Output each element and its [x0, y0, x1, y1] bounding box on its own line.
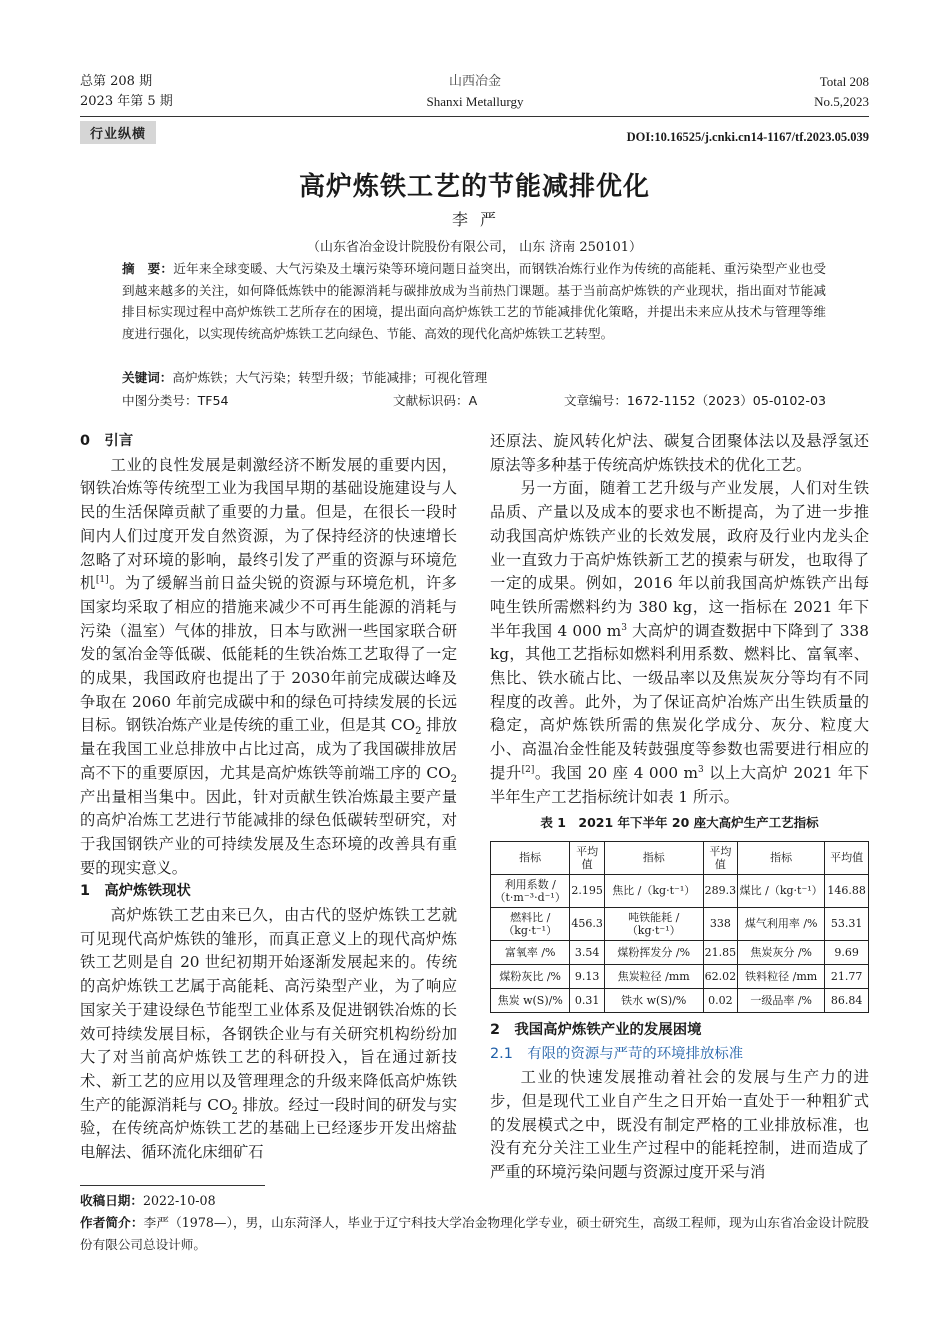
table-header: 平均值: [825, 841, 869, 874]
table-cell: 338: [703, 907, 738, 940]
table-cell: 利用系数 /（t·m⁻³·d⁻¹）: [491, 874, 570, 907]
table-header: 平均值: [703, 841, 738, 874]
keywords: [122, 367, 826, 386]
footnote-rule: [80, 1185, 265, 1186]
abstract: [122, 258, 826, 344]
doi: DOI:10.16525/j.cnki.cn14-1167/tf.2023.05.039: [626, 130, 869, 144]
header-journal: [375, 72, 575, 112]
header-total-issue: 总第 208 期: [80, 74, 153, 89]
table-row: [491, 940, 869, 964]
received-date: 收稿日期：2022-10-08: [80, 1193, 216, 1208]
header-rule: [80, 116, 869, 117]
table-cell: 燃料比 /（kg·t⁻¹）: [491, 907, 570, 940]
intro-paragraph: 工业的良性发展是刺激经济不断发展的重要内因，钢铁冶炼等传统型工业为我国早期的基础设施建设与人民的生活保障贡献了重要的力量。但是，在很长一段时间内人们过度开发自然资源，为了保持经济的快速增长忽略了对环境的影响，最终引发了严重的资源与环境危机[1]。为了缓解当前日益尖锐的资源与环境危机，许多国家均采取了相应的措施来减少不可再生能源的消耗与污染（温室）气体的排放，日本与欧洲一些国家联合研发的氢冶金等低碳、低能耗的生铁冶炼工艺取得了一定的成果，我国政府也提出了于 2030年前完成碳达峰及争取在 2060 年前完成碳中和的绿色可持续发展的长远目标。钢铁冶炼产业是传统的重工业，但是其 $CO_2$ 排放量在我国工业总排放中占比过高，成为了我国碳排放居高不下的重要原因，尤其是高炉炼铁等前端工序的 $CO_2$ 产出量相当集中。因此，针对贡献生铁冶炼最主要产量的高炉冶炼工艺进行节能减排的绿色低碳转型研究，对于我国钢铁产业的可持续发展及生态环境的改善具有重要的现实意义。: [80, 455, 457, 877]
header-year-issue: 2023 年第 5 期: [80, 94, 173, 109]
table-cell: 铁料粒径 /mm: [738, 964, 825, 988]
table-1-caption: 表 1 2021 年下半年 20 座大高炉生产工艺指标: [540, 815, 819, 831]
abstract-text: 近年来全球变暖、大气污染及土壤污染等环境问题日益突出，而钢铁冶炼行业作为传统的高能耗、重污染型产业也受到越来越多的关注，如何降低炼铁中的能源消耗与碳排放成为当前热门课题。基于当前高炉炼铁的产业现状，指出面对节能减排目标实现过程中高炉炼铁工艺所存在的困境，提出面向高炉炼铁工艺的节能减排优化策略，并提出未来应从技术与管理等维度进行强化，以实现传统高炉炼铁工艺向绿色、节能、高效的现代化高炉炼铁工艺转型。: [122, 261, 827, 341]
table-cell: 3.54: [570, 940, 605, 964]
table-cell: 富氧率 /%: [491, 940, 570, 964]
journal-name-en: Shanxi Metallurgy: [426, 94, 524, 109]
header-issue-right: [814, 72, 869, 112]
section-0-heading: 0 引言: [80, 433, 134, 449]
header-issue-left: [80, 72, 173, 112]
article-number: 文章编号：1672-1152（2023）05-0102-03: [563, 393, 826, 408]
table-cell: 9.69: [825, 940, 869, 964]
keywords-label: 关键词：: [122, 370, 173, 385]
table-cell: 62.02: [703, 964, 738, 988]
table-row: [491, 907, 869, 940]
affiliation: （山东省冶金设计院股份有限公司， 山东 济南 250101）: [306, 240, 643, 255]
citation-2[interactable]: [2]: [521, 764, 535, 775]
table-cell: 456.3: [570, 907, 605, 940]
table-cell: 146.88: [825, 874, 869, 907]
author-bio: 作者简介：李严（1978—），男，山东菏泽人，毕业于辽宁科技大学冶金物理化学专业，硕士研究生，高级工程师，现为山东省冶金设计院股份有限公司总设计师。: [80, 1215, 869, 1252]
classification-line: [122, 390, 826, 410]
section-1-heading: 1 高炉炼铁现状: [80, 883, 191, 900]
table-cell: 0.31: [570, 988, 605, 1012]
document-code: 文献标识码：A: [393, 393, 478, 408]
header-number-en: No.5,2023: [814, 94, 869, 109]
section-tag: 行业纵横: [80, 121, 156, 144]
table-header: 指标: [491, 841, 570, 874]
table-cell: 21.77: [825, 964, 869, 988]
table-cell: 53.31: [825, 907, 869, 940]
table-cell: 铁水 w(S)/%: [604, 988, 703, 1012]
table-header-row: [491, 841, 869, 874]
table-1: [490, 841, 869, 1013]
table-cell: 吨铁能耗 /（kg·t⁻¹）: [604, 907, 703, 940]
table-cell: 289.3: [703, 874, 738, 907]
table-cell: 86.84: [825, 988, 869, 1012]
table-row: [491, 874, 869, 907]
table-cell: 0.02: [703, 988, 738, 1012]
abstract-label: 摘 要：: [122, 261, 174, 276]
left-column: [80, 430, 457, 1165]
section-2-1-paragraph: 工业的快速发展推动着社会的发展与生产力的进步，但是现代工业自产生之日开始一直处于一种粗犷式的发展模式之中，既没有制定严格的工业排放标准，也没有充分关注工业生产过程中的能耗控制，进而造成了严重的环境污染问题与资源过度开采与消: [490, 1068, 869, 1182]
table-header: 指标: [738, 841, 825, 874]
table-cell: 焦炭粒径 /mm: [604, 964, 703, 988]
section-2-1-heading: 2.1 有限的资源与严苛的环境排放标准: [490, 1045, 744, 1062]
status-paragraph-1-cont: 还原法、旋风转化炉法、碳复合团聚体法以及悬浮氢还原法等多种基于传统高炉炼铁技术的优化工艺。: [490, 432, 869, 474]
table-header: 平均值: [570, 841, 605, 874]
header-total-en: Total 208: [819, 74, 869, 89]
table-cell: 一级品率 /%: [738, 988, 825, 1012]
table-cell: 煤比 /（kg·t⁻¹）: [738, 874, 825, 907]
table-cell: 焦炭灰分 /%: [738, 940, 825, 964]
table-cell: 21.85: [703, 940, 738, 964]
table-cell: 焦比 /（kg·t⁻¹）: [604, 874, 703, 907]
table-row: [491, 964, 869, 988]
table-cell: 焦炭 w(S)/%: [491, 988, 570, 1012]
right-column: [490, 430, 869, 1185]
author-name: 李严: [451, 210, 508, 229]
footnotes: [80, 1190, 869, 1256]
clc-number: 中图分类号：TF54: [122, 393, 229, 408]
citation-1[interactable]: [1]: [95, 575, 109, 586]
article-title: 高炉炼铁工艺的节能减排优化: [298, 172, 650, 202]
table-header: 指标: [604, 841, 703, 874]
table-cell: 煤气利用率 /%: [738, 907, 825, 940]
table-cell: 煤粉灰比 /%: [491, 964, 570, 988]
keywords-text: 高炉炼铁；大气污染；转型升级；节能减排；可视化管理: [172, 370, 488, 385]
table-cell: 煤粉挥发分 /%: [604, 940, 703, 964]
status-paragraph-1: 高炉炼铁工艺由来已久，由古代的竖炉炼铁工艺就可见现代高炉炼铁的雏形，而真正意义上的现代高炉炼铁工艺则是自 20 世纪初期开始逐渐发展起来的。传统的高炉炼铁工艺属于高能耗、高污染型产业，为了响应国家关于建设绿色节能型工业体系及促进钢铁冶炼的长效可持续发展目标，各钢铁企业与有关研究机构纷纷加大了对当前高炉炼铁工艺的科研投入，旨在通过新技术、新工艺的应用以及管理理念的升级来降低高炉炼铁生产的能源消耗与 $CO_2$ 排放。经过一段时间的研发与实验，在传统高炉炼铁工艺的基础上已经逐步开发出熔盐电解法、循环流化床细矿石: [80, 906, 457, 1162]
section-2-heading: 2 我国高炉炼铁产业的发展困境: [490, 1021, 702, 1038]
table-cell: 9.13: [570, 964, 605, 988]
table-cell: 2.195: [570, 874, 605, 907]
status-paragraph-2: 另一方面，随着工艺升级与产业发展，人们对生铁品质、产量以及成本的要求也不断提高，为了进一步推动我国高炉炼铁产业的长效发展，政府及行业内龙头企业一直致力于高炉炼铁新工艺的摸索与研发，也取得了一定的成果。例如，2016 年以前我国高炉炼铁产出每吨生铁所需燃料约为 380 kg，这一指标在 2021 年下半年我国 4 000 $m^3$ 大高炉的调查数据中下降到了 338 kg，其他工艺指标如燃料利用系数、燃料比、富氧率、焦比、铁水硫占比、一级品率以及焦炭灰分等均有不同程度的改善。此外，为了保证高炉冶炼产出生铁质量的稳定，高炉炼铁所需的焦炭化学成分、灰分、粒度大小、高温冶金性能及转鼓强度等参数也需要进行相应的提升[2]。我国 20 座 4 000 $m^3$ 以上大高炉 2021 年下半年生产工艺指标统计如表 1 所示。: [490, 479, 869, 806]
journal-name-cn: 山西冶金: [448, 74, 501, 89]
table-row: [491, 988, 869, 1012]
